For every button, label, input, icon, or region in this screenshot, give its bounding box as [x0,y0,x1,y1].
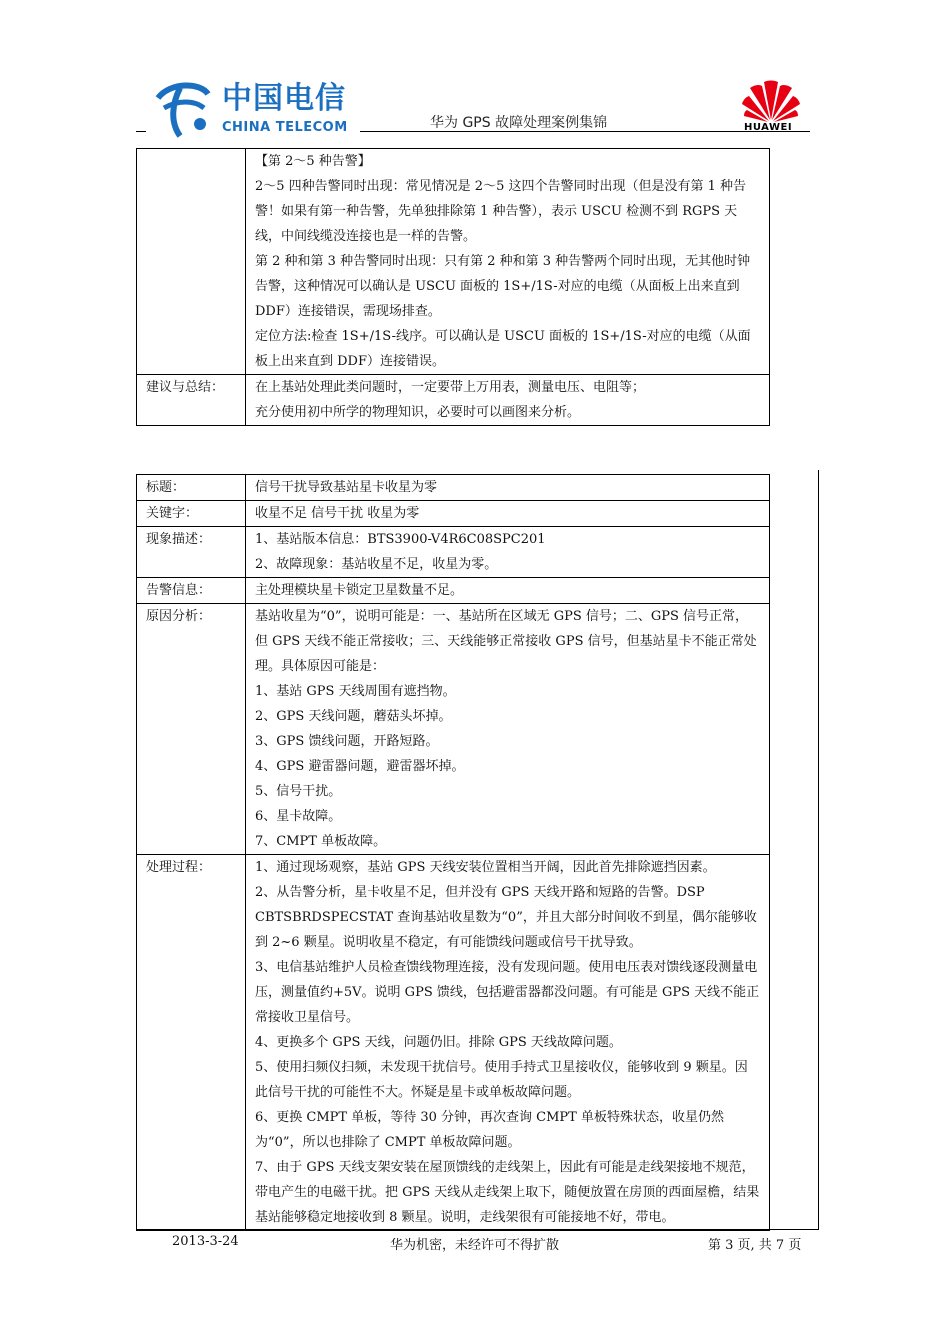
table-continued [136,148,770,426]
footer-date: 2013-3-24 [172,1234,239,1249]
paragraph: 4、更换多个 GPS 天线，问题仍旧。排除 GPS 天线故障问题。 [255,1035,622,1050]
paragraph: 2～5 四种告警同时出现：常见情况是 2～5 这四个告警同时出现（但是没有第 1 种告警！如果有第一种告警，先单独排除第 1 种告警），表示 USCU 检测不到 RGPS 天线，中间线缆没连接也是一样的告警。 [255,179,747,244]
table-row [137,475,770,501]
row-value [246,578,770,604]
row-label: 关键字： [137,501,246,527]
row-label: 告警信息： [137,578,246,604]
table-row [137,527,770,578]
table-row [137,501,770,527]
row-value [246,501,770,527]
paragraph: 收星不足 信号干扰 收星为零 [255,506,420,521]
advice-content-cell [246,375,770,426]
footer-page-number: 第 3 页, 共 7 页 [708,1238,802,1253]
paragraph: 7、由于 GPS 天线支架安装在屋顶馈线的走线架上，因此有可能是走线架接地不规范，带电产生的电磁干扰。把 GPS 天线从走线架上取下，随便放置在房顶的西面屋檐，结果基站能够稳定地接收到 8 颗星。说明，走线架很有可能接地不好，带电。 [255,1160,760,1225]
table-row [137,578,770,604]
paragraph: 【第 2～5 种告警】 [255,154,371,169]
paragraph: 第 2 种和第 3 种告警同时出现：只有第 2 种和第 3 种告警两个同时出现，无其他时钟告警，这种情况可以确认是 USCU 面板的 1S+/1S-对应的电缆（从面板上出来直到 DDF）连接错误，需现场排查。 [255,254,751,319]
paragraph: 4、GPS 避雷器问题，避雷器坏掉。 [255,759,465,774]
row-value [246,604,770,855]
row-value [246,475,770,501]
paragraph: 基站收星为“0”，说明可能是：一、基站所在区域无 GPS 信号；二、GPS 信号正常，但 GPS 天线不能正常接收；三、天线能够正常接收 GPS 信号，但基站星卡不能正常处理。具体原因可能是： [255,609,757,674]
case-table [136,474,770,1231]
china-telecom-logo-en: CHINA TELECOM [222,120,348,135]
row-value [246,527,770,578]
paragraph: 1、基站版本信息：BTS3900-V4R6C08SPC201 [255,532,546,547]
paragraph: 1、基站 GPS 天线周围有遮挡物。 [255,684,456,699]
paragraph: 7、CMPT 单板故障。 [255,834,387,849]
table-row [137,604,770,855]
paragraph: 信号干扰导致基站星卡收星为零 [255,480,438,495]
china-telecom-logo-icon [150,78,212,140]
document-title: 华为 GPS 故障处理案例集锦 [430,115,608,131]
paragraph: 6、更换 CMPT 单板，等待 30 分钟，再次查询 CMPT 单板特殊状态，收星仍然为“0”，所以也排除了 CMPT 单板故障问题。 [255,1110,724,1150]
paragraph: 5、使用扫频仪扫频，未发现干扰信号。使用手持式卫星接收仪，能够收到 9 颗星。因此信号干扰的可能性不大。怀疑是星卡或单板故障问题。 [255,1060,748,1100]
right-margin-line [818,470,819,1230]
row-label: 标题： [137,475,246,501]
footer-rule [136,1229,818,1230]
paragraph: 充分使用初中所学的物理知识，必要时可以画图来分析。 [255,405,581,420]
table-label-cell [137,149,246,375]
row-label: 原因分析： [137,604,246,855]
footer-confidential: 华为机密，未经许可不得扩散 [390,1238,560,1253]
china-telecom-logo [150,78,355,140]
table-row [137,375,770,426]
alarm-description-cell [246,149,770,375]
advice-label: 建议与总结： [137,375,246,426]
row-label: 处理过程： [137,855,246,1231]
paragraph: 3、电信基站维护人员检查馈线物理连接，没有发现问题。使用电压表对馈线逐段测量电压，测量值约+5V。说明 GPS 馈线，包括避雷器都没问题。有可能是 GPS 天线不能正常接收卫星信号。 [255,960,760,1025]
paragraph: 主处理模块星卡锁定卫星数量不足。 [255,583,464,598]
paragraph: 定位方法:检查 1S+/1S-线序。可以确认是 USCU 面板的 1S+/1S-对应的电缆（从面板上出来直到 DDF）连接错误。 [255,329,751,369]
table-row [137,855,770,1231]
paragraph: 6、星卡故障。 [255,809,342,824]
huawei-logo-text: HUAWEI [744,122,793,133]
paragraph: 5、信号干扰。 [255,784,342,799]
header-dash [136,131,146,132]
paragraph: 3、GPS 馈线问题，开路短路。 [255,734,439,749]
paragraph: 2、GPS 天线问题，蘑菇头坏掉。 [255,709,452,724]
row-value [246,855,770,1231]
paragraph: 2、故障现象：基站收星不足，收星为零。 [255,557,498,572]
paragraph: 1、通过现场观察，基站 GPS 天线安装位置相当开阔，因此首先排除遮挡因素。 [255,860,716,875]
china-telecom-logo-cn: 中国电信 [222,81,346,116]
row-label: 现象描述： [137,527,246,578]
paragraph: 在上基站处理此类问题时，一定要带上万用表，测量电压、电阻等； [255,380,646,395]
table-row [137,149,770,375]
paragraph: 2、从告警分析，星卡收星不足，但并没有 GPS 天线开路和短路的告警。DSP CBTSBRDSPECSTAT 查询基站收星数为“0”，并且大部分时间收不到星，偶尔能够收到 2~6 颗星。说明收星不稳定，有可能馈线问题或信号干扰导致。 [255,885,757,950]
